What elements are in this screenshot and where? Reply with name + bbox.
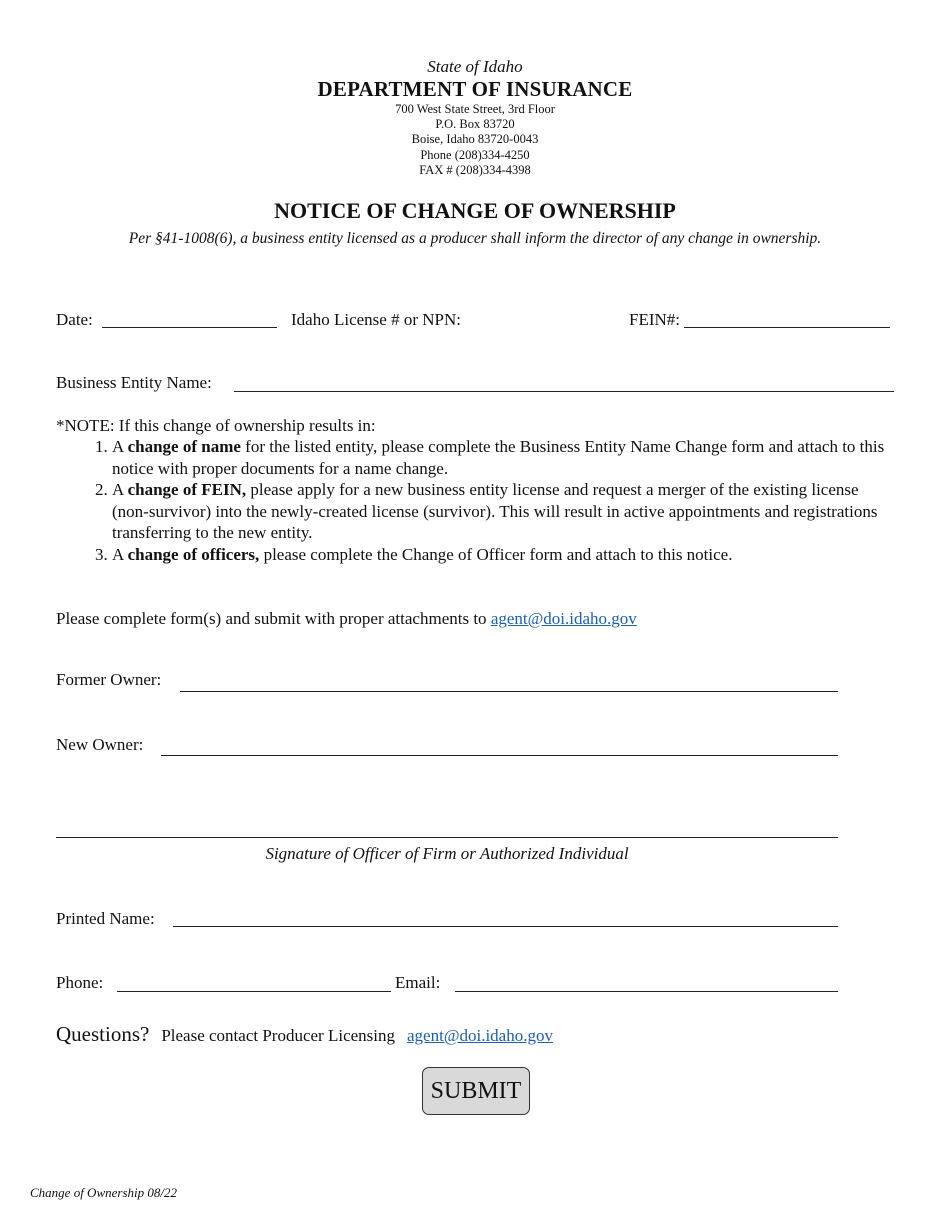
department-name: DEPARTMENT OF INSURANCE: [317, 77, 633, 101]
note-item: 1. A change of name for the listed entity, please complete the Business Entity Name Change form and attach to this notice with proper documents for a name change.: [112, 436, 886, 479]
printed-name-field[interactable]: [173, 926, 838, 927]
note-list: [56, 436, 886, 566]
license-field[interactable]: [480, 308, 618, 330]
new-owner-label: New Owner:: [56, 735, 144, 754]
state-name: State of Idaho: [427, 57, 523, 76]
note-heading: *NOTE: If this change of ownership results in:: [56, 416, 376, 435]
printed-name-label: Printed Name:: [56, 909, 155, 928]
entity-name-label: Business Entity Name:: [56, 373, 212, 392]
phone-label: Phone:: [56, 973, 104, 992]
submit-button[interactable]: SUBMIT: [422, 1067, 530, 1115]
address-line: 700 West State Street, 3rd Floor: [395, 102, 555, 116]
fax-line: FAX # (208)334-4398: [419, 163, 531, 177]
submit-instructions: [56, 609, 637, 629]
fein-field[interactable]: [684, 327, 890, 328]
questions-line: [56, 1022, 553, 1047]
form-subtitle: Per §41-1008(6), a business entity licensed as a producer shall inform the director of any change in ownership.: [128, 230, 822, 247]
address-line: Boise, Idaho 83720-0043: [411, 132, 539, 146]
date-label: Date:: [56, 310, 93, 329]
submit-instructions-text: Please complete form(s) and submit with proper attachments to: [56, 609, 491, 628]
fein-label: FEIN#:: [629, 310, 680, 329]
signature-caption: Signature of Officer of Firm or Authorized Individual: [265, 844, 629, 863]
form-id-footer: Change of Ownership 08/22: [30, 1185, 177, 1200]
questions-label: Questions?: [56, 1022, 150, 1046]
license-label: Idaho License # or NPN:: [291, 310, 461, 329]
email-field[interactable]: [455, 991, 838, 992]
submit-email-link[interactable]: agent@doi.idaho.gov: [490, 609, 637, 628]
questions-text: Please contact Producer Licensing: [161, 1026, 395, 1045]
entity-name-field[interactable]: [234, 391, 894, 392]
former-owner-field[interactable]: [180, 691, 838, 692]
date-field[interactable]: [102, 327, 277, 328]
address-line: P.O. Box 83720: [435, 117, 515, 131]
form-title: NOTICE OF CHANGE OF OWNERSHIP: [274, 198, 676, 223]
new-owner-field[interactable]: [161, 755, 838, 756]
email-label: Email:: [395, 973, 441, 992]
note-item: 2. A change of FEIN, please apply for a new business entity license and request a merger of the existing license (non-survivor) into the newly-created license (survivor). This will result in active appointments and registrations transferring to the new entity.: [112, 479, 886, 544]
signature-field[interactable]: [56, 837, 838, 838]
questions-email-link[interactable]: agent@doi.idaho.gov: [407, 1026, 553, 1045]
note-item: 3. A change of officers, please complete the Change of Officer form and attach to this notice.: [112, 544, 886, 566]
phone-line: Phone (208)334-4250: [420, 148, 530, 162]
phone-field[interactable]: [117, 991, 391, 992]
former-owner-label: Former Owner:: [56, 670, 162, 689]
